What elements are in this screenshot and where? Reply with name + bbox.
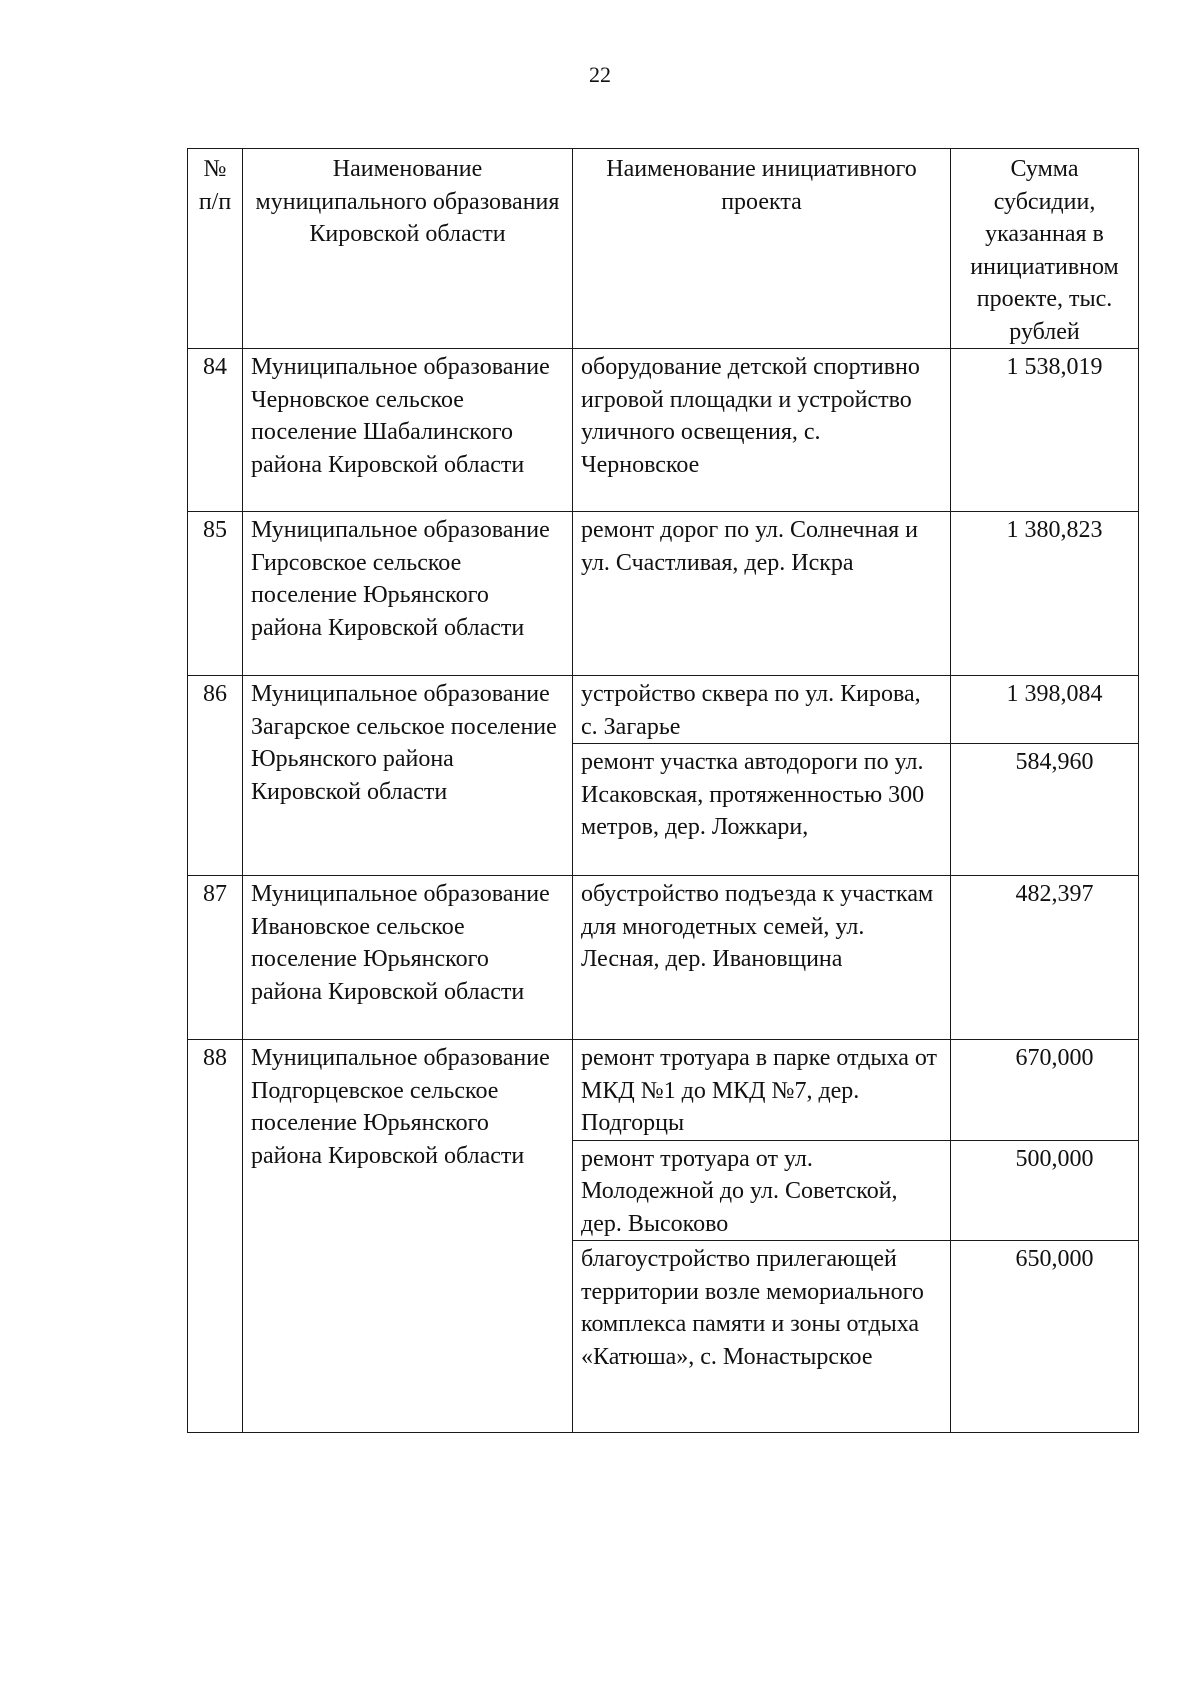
project-sum — [951, 512, 1139, 676]
row-municipality: Муниципальное образование Ивановское сельское поселение Юрьянского района Кировской области — [243, 876, 573, 1040]
project-sum-value: 1 380,823 — [1006, 517, 1103, 543]
header-sum: Сумма субсидии, указанная в инициативном проекте, тыс. рублей — [951, 149, 1139, 349]
header-num: № п/п — [188, 149, 243, 349]
project-name: ремонт тротуара в парке отдыха от МКД №1 до МКД №7, дер. Подгорцы — [573, 1040, 951, 1141]
row-num: 85 — [188, 512, 243, 676]
project-sum — [951, 1040, 1139, 1141]
page-number: 22 — [589, 62, 611, 87]
row-municipality: Муниципальное образование Загарское сельское поселение Юрьянского района Кировской области — [243, 676, 573, 876]
project-sum-value: 482,397 — [1015, 881, 1094, 907]
project-sum — [951, 676, 1139, 744]
row-num: 86 — [188, 676, 243, 876]
row-municipality: Муниципальное образование Подгорцевское сельское поселение Юрьянского района Кировской области — [243, 1040, 573, 1433]
subsidy-table — [187, 148, 1139, 1433]
row-num: 87 — [188, 876, 243, 1040]
table-row — [188, 676, 1139, 744]
project-sum — [951, 1241, 1139, 1433]
row-num: 88 — [188, 1040, 243, 1433]
project-name: ремонт участка автодороги по ул. Исаковская, протяженностью 300 метров, дер. Ложкари, — [573, 744, 951, 876]
table-row — [188, 876, 1139, 1040]
project-sum — [951, 349, 1139, 512]
table-row — [188, 349, 1139, 512]
project-sum-value: 584,960 — [1015, 749, 1094, 775]
table-header-row — [188, 149, 1139, 349]
project-sum-value: 1 398,084 — [1006, 681, 1103, 707]
row-municipality: Муниципальное образование Гирсовское сельское поселение Юрьянского района Кировской области — [243, 512, 573, 676]
project-name: ремонт тротуара от ул. Молодежной до ул. Советской, дер. Высоково — [573, 1140, 951, 1241]
project-name: оборудование детской спортивно игровой площадки и устройство уличного освещения, с. Черновское — [573, 349, 951, 512]
project-name: ремонт дорог по ул. Солнечная и ул. Счастливая, дер. Искра — [573, 512, 951, 676]
project-name: благоустройство прилегающей территории возле мемориального комплекса памяти и зоны отдыха «Катюша», с. Монастырское — [573, 1241, 951, 1433]
project-sum — [951, 876, 1139, 1040]
table-row — [188, 1040, 1139, 1141]
project-name: обустройство подъезда к участкам для многодетных семей, ул. Лесная, дер. Ивановщина — [573, 876, 951, 1040]
project-sum-value: 500,000 — [1015, 1145, 1094, 1172]
project-sum-value: 670,000 — [1015, 1045, 1094, 1071]
project-sum — [951, 1140, 1139, 1241]
table-row — [188, 512, 1139, 676]
project-sum — [951, 744, 1139, 876]
project-sum-value: 650,000 — [1015, 1246, 1094, 1272]
row-num: 84 — [188, 349, 243, 512]
header-project: Наименование инициативного проекта — [573, 149, 951, 349]
project-name: устройство сквера по ул. Кирова, с. Загарье — [573, 676, 951, 744]
header-municipality: Наименование муниципального образования Кировской области — [243, 149, 573, 349]
row-municipality: Муниципальное образование Черновское сельское поселение Шабалинского района Кировской области — [243, 349, 573, 512]
project-sum-value: 1 538,019 — [1006, 354, 1103, 380]
